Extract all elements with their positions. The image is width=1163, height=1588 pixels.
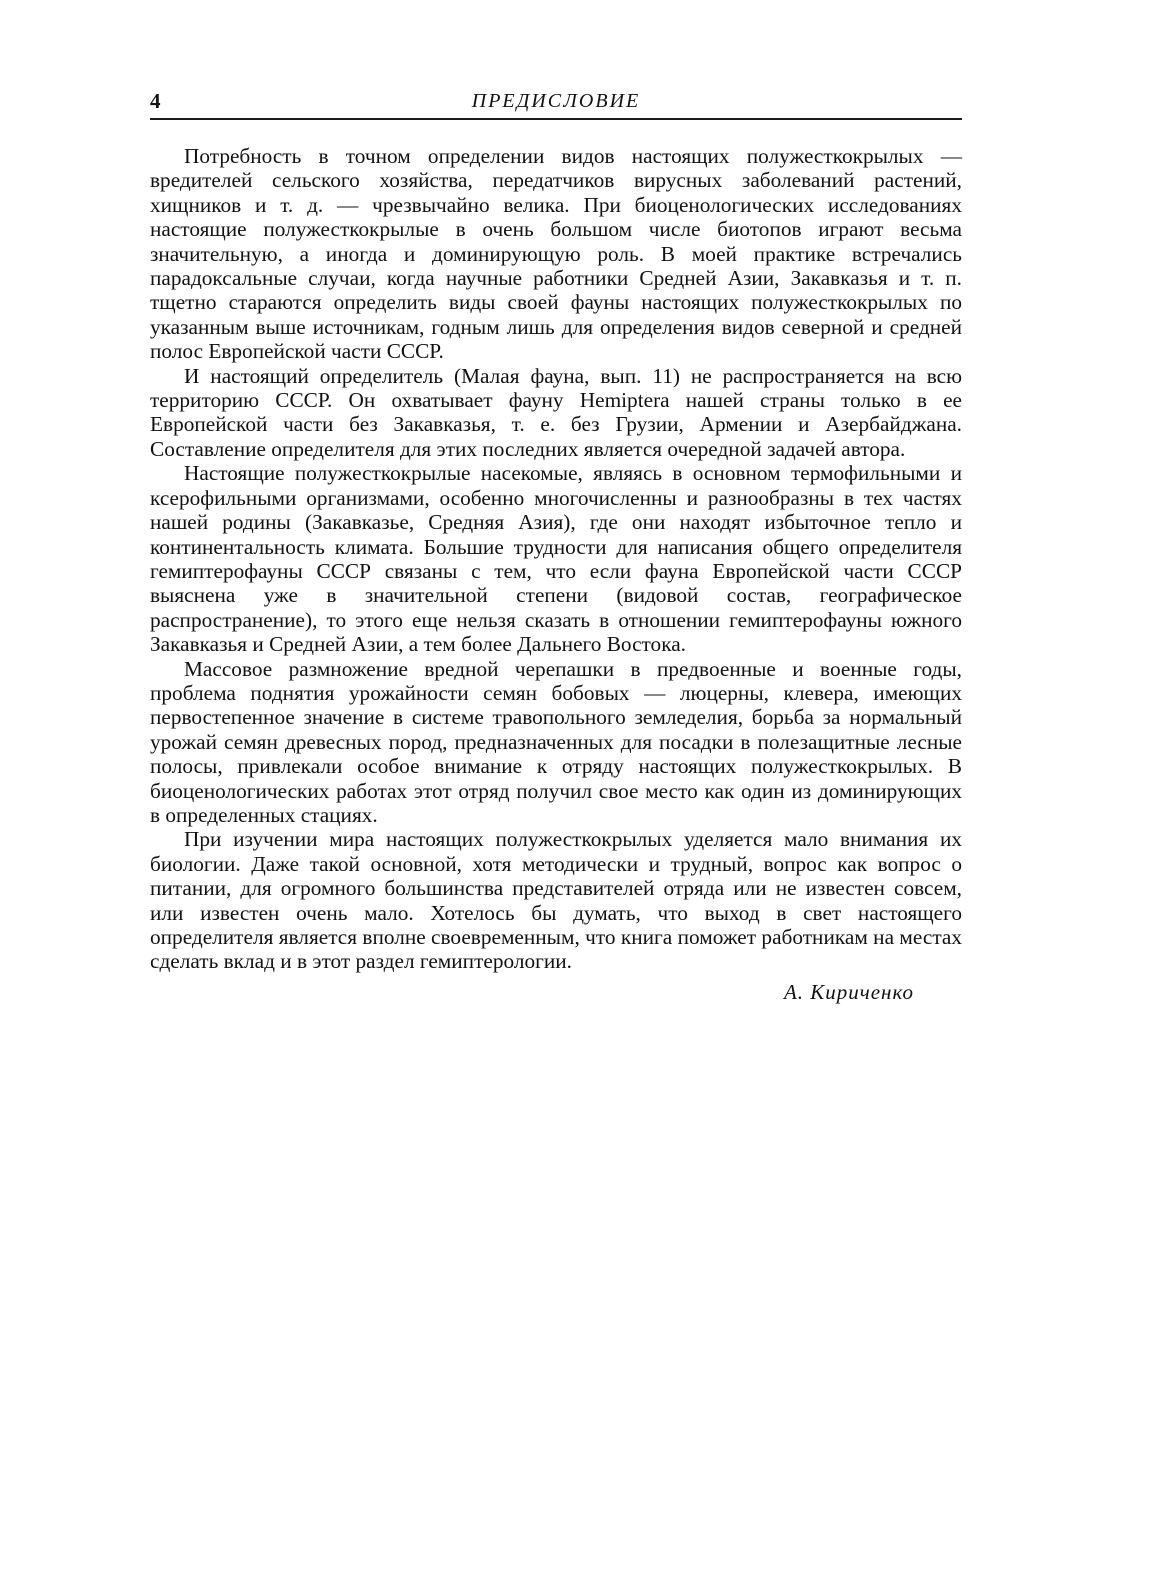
- paragraph-3: Настоящие полужесткокрылые насекомые, являясь в основном термофильными и ксерофильными организмами, особенно многочисленны и разнообразны в тех частях нашей родины (Закавказье, Средняя Азия), где они находят избыточное тепло и континентальность климата. Большие трудности для написания общего определителя гемиптерофауны СССР связаны с тем, что если фауна Европейской части СССР выяснена уже в значительной степени (видовой состав, географическое распространение), то этого еще нельзя сказать в отношении гемиптерофауны южного Закавказья и Средней Азии, а тем более Дальнего Востока.: [150, 461, 962, 657]
- paragraph-5: При изучении мира настоящих полужесткокрылых уделяется мало внимания их биологии. Даже такой основной, хотя методически и трудный, вопрос как вопрос о питании, для огромного большинства представителей отряда или не известен совсем, или известен очень мало. Хотелось бы думать, что выход в свет настоящего определителя является вполне своевременным, что книга поможет работникам на местах сделать вклад и в этот раздел гемиптерологии.: [150, 827, 962, 974]
- document-page: [150, 86, 962, 1005]
- preface-body: [150, 144, 962, 974]
- running-head-title: ПРЕДИСЛОВИЕ: [471, 90, 641, 112]
- page-number: 4: [150, 89, 161, 113]
- paragraph-2: И настоящий определитель (Малая фауна, вып. 11) не распространяется на всю территорию СССР. Он охватывает фауну Hemiptera нашей страны только в ее Европейской части без Закавказья, т. е. без Грузии, Армении и Азербайджана. Составление определителя для этих последних является очередной задачей автора.: [150, 363, 962, 461]
- paragraph-1: Потребность в точном определении видов настоящих полужесткокрылых — вредителей сельского хозяйства, передатчиков вирусных заболеваний растений, хищников и т. д. — чрезвычайно велика. При биоценологических исследованиях настоящие полужесткокрылые в очень большом числе биотопов играют весьма значительную, а иногда и доминирующую роль. В моей практике встречались парадоксальные случаи, когда научные работники Средней Азии, Закавказья и т. п. тщетно стараются определить виды своей фауны настоящих полужесткокрылых по указанным выше источникам, годным лишь для определения видов северной и средней полос Европейской части СССР.: [150, 144, 962, 364]
- author-signature: А. Кириченко: [783, 979, 914, 1004]
- page-header: [150, 86, 962, 120]
- paragraph-4: Массовое размножение вредной черепашки в предвоенные и военные годы, проблема поднятия урожайности семян бобовых — люцерны, клевера, имеющих первостепенное значение в системе травопольного земледелия, борьба за нормальный урожай семян древесных пород, предназначенных для посадки в полезащитные лесные полосы, привлекали особое внимание к отряду настоящих полужесткокрылых. В биоценологических работах этот отряд получил свое место как один из доминирующих в определенных стациях.: [150, 656, 962, 827]
